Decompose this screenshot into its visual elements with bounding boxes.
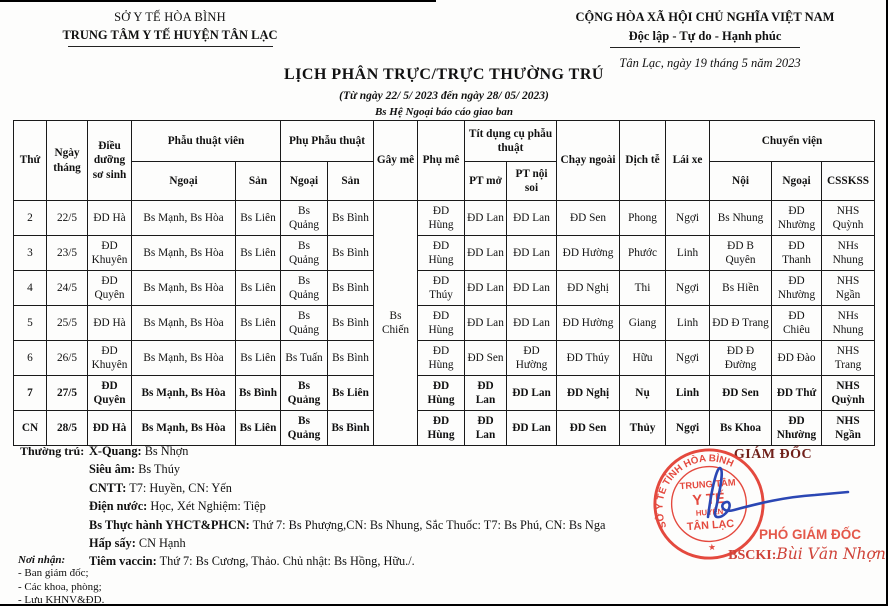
note-line [89,444,689,459]
cell-ppt_san: Bs Bình [328,341,374,376]
cell-ppt_san: Bs Bình [328,201,374,236]
cell-thu: 2 [14,201,47,236]
cell-pt_mo: ĐD Lan [465,376,507,411]
cell-cv_csskss: NHs Nhung [822,306,875,341]
recipient-item: - Ban giám đốc; [18,567,89,579]
cell-cv_ngoai: ĐD Chiêu [772,306,822,341]
note-text: Bs Thúy [135,462,180,477]
cell-dich_te: Nụ [620,376,666,411]
col-cv-ngoai: Ngoại [772,162,822,201]
handwritten-signature [690,455,870,535]
col-ppt-san: Sản [328,162,374,201]
cell-thu: 6 [14,341,47,376]
cell-phu_me: ĐD Hùng [418,341,465,376]
cell-cv_ngoai: ĐD Nhường [772,271,822,306]
cell-pt_noi_soi: ĐD Lan [507,201,557,236]
cell-chay_ngoai: ĐD Thúy [557,341,620,376]
note-text: T7: Huyền, CN: Yến [126,480,232,495]
col-ptv-ngoai: Ngoại [132,162,236,201]
cell-ppt_ngoai: Bs Quảng [281,306,328,341]
stamp-center-4: TÂN LẠC [686,517,735,534]
cell-ppt_ngoai: Bs Quảng [281,271,328,306]
recipient-item: - Lưu KHNV&ĐD. [18,594,105,606]
cell-dich_te: Phước [620,236,666,271]
cell-ppt_ngoai: Bs Tuấn [281,341,328,376]
cell-chay_ngoai: ĐD Hường [557,306,620,341]
cell-cv_csskss: NHs Nhung [822,236,875,271]
cell-lai_xe: Ngợi [666,411,710,446]
col-ptv-san: Sản [236,162,281,201]
recipients-block [18,554,104,606]
cell-cv_noi: ĐD Sen [710,376,772,411]
cell-dd: ĐD Khuyên [88,341,132,376]
cell-cv_noi: Bs Khoa [710,411,772,446]
cell-dich_te: Thi [620,271,666,306]
cell-ppt_san: Bs Bình [328,411,374,446]
cell-pt_mo: ĐD Sen [465,341,507,376]
cell-phu_me: ĐD Hùng [418,411,465,446]
col-ngay-thang: Ngày tháng [47,121,88,201]
cell-phu_me: ĐD Hùng [418,376,465,411]
cell-dich_te: Thủy [620,411,666,446]
cell-chay_ngoai: ĐD Nghị [557,376,620,411]
cell-ngay: 24/5 [47,271,88,306]
report-note: Bs Hệ Ngoại báo cáo giao ban [374,106,514,118]
col-chay-ngoai: Chạy ngoài [557,121,620,201]
duty-schedule-table [13,120,875,446]
cell-ppt_ngoai: Bs Quảng [281,411,328,446]
col-group-chuyen-vien: Chuyển viện [710,121,875,162]
table-body [14,201,875,446]
deputy-director-title: PHÓ GIÁM ĐỐC [758,527,861,542]
cell-ptv_san: Bs Liên [236,341,281,376]
cell-chay_ngoai: ĐD Sen [557,201,620,236]
note-label: Hấp sấy: [89,535,136,550]
cell-cv_noi: ĐD B Quyên [710,236,772,271]
cell-chay_ngoai: ĐD Sen [557,411,620,446]
cell-cv_csskss: NHS Ngần [822,411,875,446]
cell-cv_csskss: NHS Quỳnh [822,376,875,411]
col-phu-me: Phụ mê [418,121,465,201]
director-title: GIÁM ĐỐC [733,447,813,462]
org-header [40,10,300,47]
col-cv-noi: Nội [710,162,772,201]
cell-cv_csskss: NHS Trang [822,341,875,376]
col-ppt-ngoai: Ngoại [281,162,328,201]
table-row [14,341,875,376]
cell-lai_xe: Ngợi [666,201,710,236]
cell-cv_csskss: NHS Ngần [822,271,875,306]
note-line [89,554,689,569]
cell-dich_te: Giang [620,306,666,341]
table-row [14,306,875,341]
cell-ptv_san: Bs Liên [236,411,281,446]
cell-ptv_ngoai: Bs Mạnh, Bs Hòa [132,306,236,341]
cell-pt_mo: ĐD Lan [465,411,507,446]
cell-ppt_ngoai: Bs Quảng [281,236,328,271]
note-text: CN Hạnh [135,535,186,550]
deputy-degree-label: BSCKI: [728,548,777,563]
cell-ptv_san: Bs Liên [236,201,281,236]
cell-cv_ngoai: ĐD Thứ [772,376,822,411]
stamp-star: ★ [707,541,717,553]
col-gay-me: Gây mê [374,121,418,201]
cell-ppt_san: Bs Bình [328,236,374,271]
note-label: Bs Thực hành YHCT&PHCN: [89,517,250,532]
cell-dd: ĐD Khuyên [88,236,132,271]
cell-thu: CN [14,411,47,446]
cell-ppt_san: Bs Liên [328,376,374,411]
table-row [14,236,875,271]
cell-ngay: 22/5 [47,201,88,236]
recipients-title: Nơi nhận: [18,554,66,566]
cell-ppt_ngoai: Bs Quảng [281,201,328,236]
cell-lai_xe: Ngợi [666,271,710,306]
cell-cv_noi: ĐD Đ Trang [710,306,772,341]
cell-dd: ĐD Hà [88,201,132,236]
col-pt-mo: PT mở [465,162,507,201]
cell-lai_xe: Linh [666,306,710,341]
cell-pt_mo: ĐD Lan [465,236,507,271]
note-line [89,536,689,551]
note-label: Tiêm vaccin: [89,554,157,569]
cell-cv_csskss: NHS Quỳnh [822,201,875,236]
cell-dich_te: Hữu [620,341,666,376]
col-lai-xe: Lái xe [666,121,710,201]
note-text: Học, Xét Nghiệm: Tiệp [147,499,266,514]
note-label: CNTT: [89,480,127,495]
cell-lai_xe: Linh [666,236,710,271]
deputy-director-name [712,545,888,564]
stamp-center-1: TRUNG TÂM [679,477,736,492]
cell-pt_noi_soi: ĐD Lan [507,411,557,446]
note-label: Siêu âm: [89,462,136,477]
cell-ppt_san: Bs Bình [328,306,374,341]
cell-pt_noi_soi: ĐD Lan [507,376,557,411]
cell-cv_noi: Bs Hiền [710,271,772,306]
cell-ptv_ngoai: Bs Mạnh, Bs Hòa [132,201,236,236]
cell-pt_noi_soi: ĐD Lan [507,271,557,306]
date-range: (Từ ngày 22/ 5/ 2023 đến ngày 28/ 05/ 2023) [339,90,549,102]
cell-ppt_san: Bs Bình [328,271,374,306]
cell-thu: 5 [14,306,47,341]
table-row [14,271,875,306]
note-line [89,518,689,533]
table-row [14,376,875,411]
note-text: Thứ 7: Bs Cương, Thảo. Chủ nhật: Bs Hồng, Hữu./. [156,554,415,569]
table-row [14,201,875,236]
cell-chay_ngoai: ĐD Hường [557,236,620,271]
national-motto-line1: CỘNG HÒA XÃ HỘI CHỦ NGHĨA VIỆT NAM [575,10,835,24]
page-title: LỊCH PHÂN TRỰC/TRỰC THƯỜNG TRÚ [284,66,604,83]
recipient-item: - Các khoa, phòng; [18,580,102,593]
org-underline [68,46,273,47]
col-group-phu-phau-thuat: Phụ Phẫu thuật [281,121,374,162]
cell-ngay: 28/5 [47,411,88,446]
col-cv-csskss: CSSKSS [822,162,875,201]
cell-thu: 4 [14,271,47,306]
on-call-notes [89,444,689,573]
note-label: X-Quang: [89,444,142,458]
note-text: Bs Nhợn [141,444,189,458]
cell-ptv_ngoai: Bs Mạnh, Bs Hòa [132,271,236,306]
stamp-center-2: Y TẾ [691,490,726,510]
table-header [14,121,875,201]
cell-cv_noi: Bs Nhung [710,201,772,236]
cell-ptv_san: Bs Liên [236,271,281,306]
org-parent: SỞ Y TẾ HÒA BÌNH [114,10,226,24]
stamp-center-3: HUYỆN [695,506,724,518]
cell-pt_noi_soi: ĐD Hường [507,341,557,376]
cell-pt_mo: ĐD Lan [465,306,507,341]
org-name: TRUNG TÂM Y TẾ HUYỆN TÂN LẠC [62,28,278,42]
col-group-tit-dung-cu: Tít dụng cụ phẫu thuật [465,121,557,162]
cell-ptv_ngoai: Bs Mạnh, Bs Hòa [132,376,236,411]
cell-dich_te: Phong [620,201,666,236]
cell-cv_ngoai: ĐD Đào [772,341,822,376]
cell-phu_me: ĐD Hùng [418,306,465,341]
scan-edge-top [0,0,436,2]
col-dieu-duong: Điều dưỡng sơ sinh [88,121,132,201]
col-dich-te: Dịch tễ [620,121,666,201]
cell-lai_xe: Linh [666,376,710,411]
cell-ngay: 26/5 [47,341,88,376]
cell-ngay: 27/5 [47,376,88,411]
cell-ppt_ngoai: Bs Quảng [281,376,328,411]
thuong-tru-label: Thường trú: [20,444,85,458]
national-header [540,10,870,48]
cell-dd: ĐD Quyên [88,271,132,306]
cell-ngay: 25/5 [47,306,88,341]
cell-dd: ĐD Hà [88,306,132,341]
cell-lai_xe: Ngợi [666,341,710,376]
recipients-items [18,567,104,606]
cell-ptv_ngoai: Bs Mạnh, Bs Hòa [132,236,236,271]
deputy-name-text: Bùi Văn Nhợn [776,545,886,563]
cell-gay-me-merged: Bs Chiến [374,201,418,446]
cell-dd: ĐD Quyên [88,376,132,411]
stamp-ring-text: SỞ Y TẾ TỈNH HÒA BÌNH [654,453,736,530]
cell-thu: 7 [14,376,47,411]
note-line [89,462,689,477]
cell-cv_ngoai: ĐD Nhường [772,201,822,236]
cell-phu_me: ĐD Hùng [418,201,465,236]
cell-cv_ngoai: ĐD Nhường [772,411,822,446]
cell-ptv_san: Bs Bình [236,376,281,411]
note-text: Thứ 7: Bs Phượng,CN: Bs Nhung, Sắc Thuốc: T7: Bs Phú, CN: Bs Nga [249,517,606,532]
date-line: Tân Lạc, ngày 19 tháng 5 năm 2023 [619,56,801,70]
cell-ptv_ngoai: Bs Mạnh, Bs Hòa [132,341,236,376]
cell-phu_me: ĐD Hùng [418,236,465,271]
note-line [89,481,689,496]
cell-cv_ngoai: ĐD Thanh [772,236,822,271]
col-pt-noi-soi: PT nội soi [507,162,557,201]
cell-ptv_san: Bs Liên [236,306,281,341]
national-motto-line2: Độc lập - Tự do - Hạnh phúc [628,29,782,43]
note-label: Điện nước: [89,499,148,514]
col-thu: Thứ [14,121,47,201]
cell-pt_mo: ĐD Lan [465,201,507,236]
cell-thu: 3 [14,236,47,271]
table-row [14,411,875,446]
cell-pt_mo: ĐD Lan [465,271,507,306]
cell-chay_ngoai: ĐD Nghị [557,271,620,306]
cell-ngay: 23/5 [47,236,88,271]
cell-pt_noi_soi: ĐD Lan [507,236,557,271]
cell-cv_noi: ĐD Đ Đường [710,341,772,376]
motto-underline [610,47,800,48]
col-group-phau-thuat-vien: Phẫu thuật viên [132,121,281,162]
note-line [89,499,689,514]
cell-ptv_ngoai: Bs Mạnh, Bs Hòa [132,411,236,446]
cell-dd: ĐD Hà [88,411,132,446]
cell-pt_noi_soi: ĐD Lan [507,306,557,341]
cell-ptv_san: Bs Liên [236,236,281,271]
cell-phu_me: ĐD Thúy [418,271,465,306]
